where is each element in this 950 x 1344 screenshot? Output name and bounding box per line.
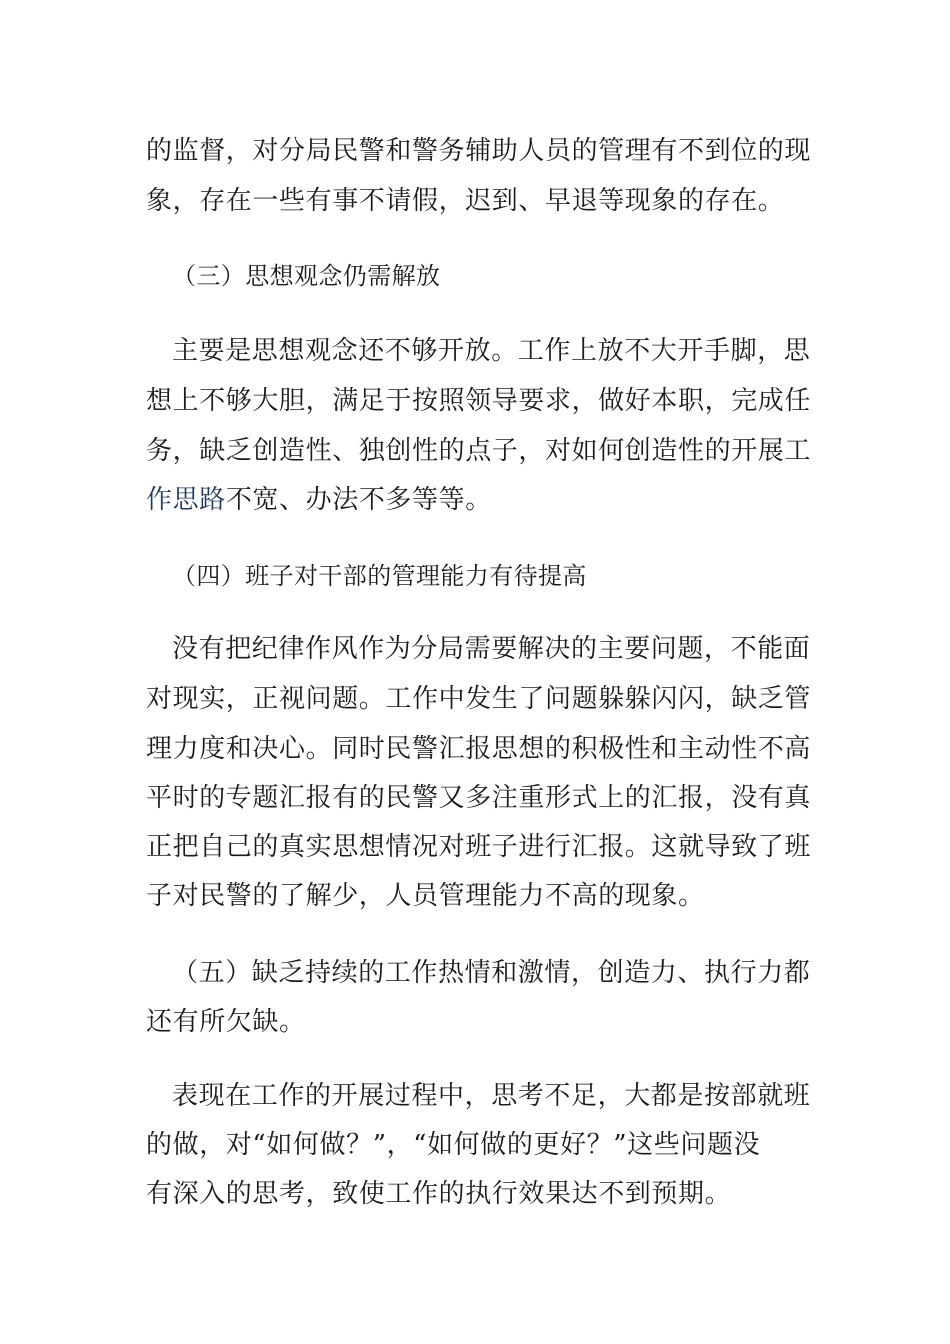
paragraph-2-line-4-rest: 不宽、办法不多等等。	[225, 485, 492, 515]
paragraph-2-line-4	[146, 484, 806, 516]
paragraph-1-line-2: 象，存在一些有事不请假，迟到、早退等现象的存在。	[146, 186, 785, 216]
paragraph-4-line-3: 有深入的思考，致使工作的执行效果达不到预期。	[146, 1179, 732, 1209]
paragraph-3-line-2: 对现实，正视问题。工作中发生了问题躲躲闪闪，缺乏管	[146, 684, 812, 714]
paragraph-3-line-4: 平时的专题汇报有的民警又多注重形式上的汇报，没有真	[146, 783, 812, 813]
paragraph-3-line-5: 正把自己的真实思想情况对班子进行汇报。这就导致了班	[146, 832, 812, 862]
paragraph-4-line-2: 的做，对“如何做？”，“如何做的更好？”这些问题没	[146, 1130, 761, 1160]
section-heading-5-line-2: 还有所欠缺。	[146, 1007, 306, 1037]
section-heading-3: （三）思想观念仍需解放	[172, 262, 441, 290]
paragraph-1-line-1: 的监督，对分局民警和警务辅助人员的管理有不到位的现	[146, 136, 812, 166]
section-heading-4: （四）班子对干部的管理能力有待提高	[172, 562, 587, 590]
paragraph-3-line-3: 理力度和决心。同时民警汇报思想的积极性和主动性不高	[146, 734, 812, 764]
paragraph-4-line-1: 表现在工作的开展过程中，思考不足，大都是按部就班	[172, 1081, 811, 1111]
paragraph-2-line-1: 主要是思想观念还不够开放。工作上放不大开手脚，思	[172, 336, 811, 366]
section-heading-5-line-1: （五）缺乏持续的工作热情和激情，创造力、执行力都	[172, 958, 811, 988]
paragraph-2-line-2: 想上不够大胆，满足于按照领导要求，做好本职，完成任	[146, 386, 812, 416]
inline-link-work-thinking[interactable]: 作思路	[146, 485, 226, 515]
paragraph-3-line-6: 子对民警的了解少，人员管理能力不高的现象。	[146, 881, 705, 911]
paragraph-3-line-1: 没有把纪律作风作为分局需要解决的主要问题，不能面	[172, 634, 811, 664]
paragraph-2-line-3: 务，缺乏创造性、独创性的点子，对如何创造性的开展工	[146, 436, 812, 466]
